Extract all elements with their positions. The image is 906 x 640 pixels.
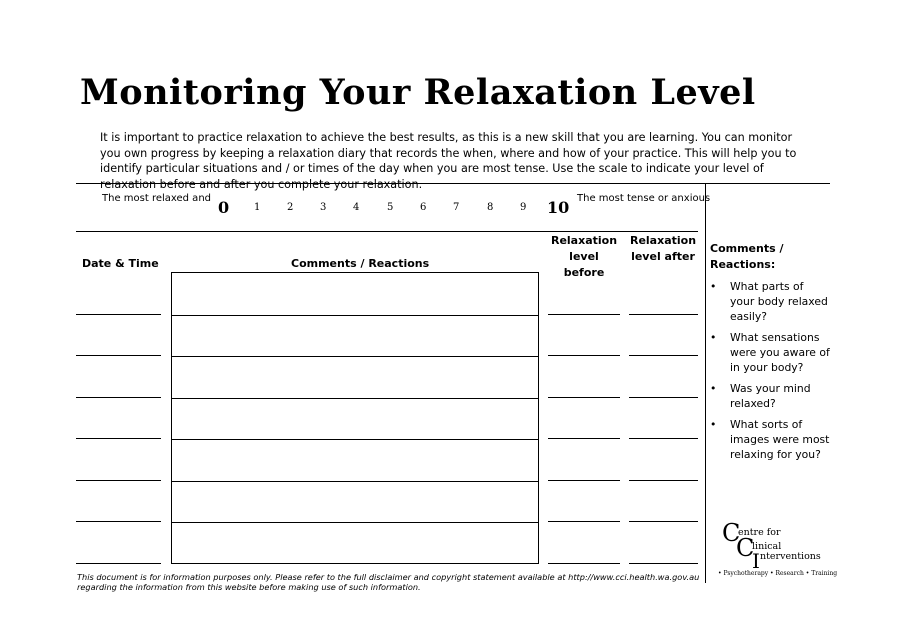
sidebar-bullet-list [710,279,830,468]
after-entry-line[interactable] [629,438,698,439]
sidebar-bullet: • Was your mind relaxed? [710,381,830,411]
date-entry-line[interactable] [76,563,161,564]
comments-row-line [172,481,538,482]
header-level-before: Relaxation level before [550,234,618,279]
comments-box[interactable] [171,272,539,564]
before-entry-line[interactable] [548,480,620,481]
after-entry-line[interactable] [629,563,698,564]
footer-disclaimer: This document is for information purposes only. Please refer to the full disclaimer and copyright statement available at http://www.cci.health.wa.gov.au regarding the information from this website before making use of such information. [77,572,700,592]
sidebar-bullet: • What sensations were you aware of in your body? [710,330,830,375]
date-entry-line[interactable] [76,438,161,439]
sidebar-title: Comments / Reactions: [710,242,784,271]
scale-number-2: 2 [287,202,294,213]
page-title: Monitoring Your Relaxation Level [80,72,756,113]
after-entry-line[interactable] [629,397,698,398]
scale-number-6: 6 [420,202,427,213]
comments-row-line [172,439,538,440]
date-entry-line[interactable] [76,397,161,398]
after-entry-line[interactable] [629,480,698,481]
cci-logo [718,521,838,581]
before-entry-line[interactable] [548,355,620,356]
sidebar-divider [705,183,706,583]
comments-row-line [172,398,538,399]
date-entry-line[interactable] [76,480,161,481]
logo-initial-i: I [752,549,760,573]
intro-paragraph: It is important to practice relaxation to achieve the best results, as this is a new skill that you are learning. You can monitor you own progress by keeping a relaxation diary that records the when, where and how of your practice. This will help you to identify particular situations and / or times of the day when you are most tense. Use the scale to indicate your level of relaxation before and after you complete your relaxation. [100,131,797,191]
sidebar-bullet: • What sorts of images were most relaxing for you? [710,417,830,462]
logo-word-interventions: nterventions [760,551,821,562]
date-entry-line[interactable] [76,521,161,522]
logo-initial-c2: C [736,534,755,562]
scale-right-label: The most tense or anxious [577,193,711,204]
scale-left-label: The most relaxed and [102,193,211,204]
comments-row-line [172,315,538,316]
after-entry-line[interactable] [629,521,698,522]
before-entry-line[interactable] [548,563,620,564]
scale-number-8: 8 [487,202,494,213]
date-entry-line[interactable] [76,355,161,356]
scale-number-4: 4 [353,202,360,213]
comments-row-line [172,522,538,523]
scale-number-7: 7 [453,202,460,213]
top-divider [76,183,830,184]
scale-number-0: 0 [218,198,230,217]
logo-tagline: • Psychotherapy • Research • Training [718,570,838,577]
scale-number-1: 1 [254,202,261,213]
logo-word-centre: entre for [738,527,781,538]
before-entry-line[interactable] [548,314,620,315]
comments-row-line [172,356,538,357]
header-date-time: Date & Time [82,257,159,270]
logo-word-clinical: linical [752,541,782,552]
scale-number-5: 5 [387,202,394,213]
scale-divider [76,231,698,232]
scale-number-3: 3 [320,202,327,213]
before-entry-line[interactable] [548,397,620,398]
header-comments: Comments / Reactions [291,257,430,270]
logo-initial-c1: C [722,519,741,547]
before-entry-line[interactable] [548,438,620,439]
scale-number-9: 9 [520,202,527,213]
sidebar-bullet: • What parts of your body relaxed easily? [710,279,830,324]
before-entry-line[interactable] [548,521,620,522]
date-entry-line[interactable] [76,314,161,315]
scale-number-10: 10 [547,198,570,217]
header-level-after: Relaxation level after [629,234,697,263]
after-entry-line[interactable] [629,314,698,315]
after-entry-line[interactable] [629,355,698,356]
